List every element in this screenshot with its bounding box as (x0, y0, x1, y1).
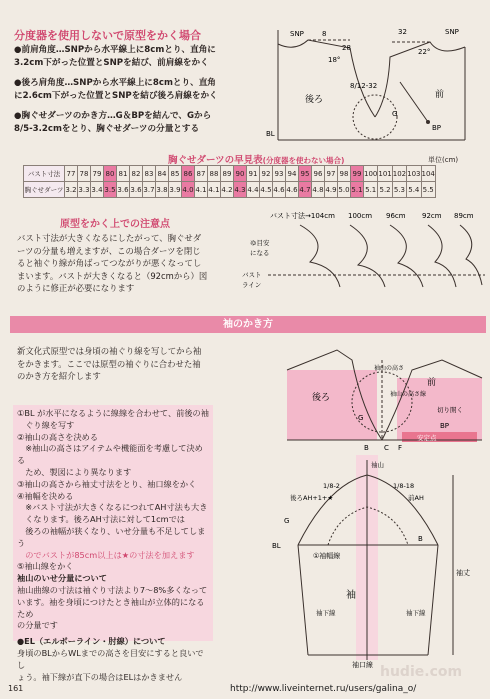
d4-label: 1/8-18 (393, 482, 415, 490)
d4-label: 後ろAH+1+★ (290, 494, 334, 502)
step-line: ぐり線を写す (17, 419, 75, 430)
d2-label: 100cm (348, 212, 373, 220)
table-cell-bust: 94 (286, 166, 299, 182)
intro-text (17, 345, 267, 383)
d4-label: 袖口線 (352, 661, 373, 669)
table-cell-dart: 4.1 (208, 182, 221, 198)
table-cell-dart: 3.4 (91, 182, 104, 198)
d1-label: 18° (328, 56, 341, 64)
table-cell-bust: 79 (91, 166, 104, 182)
table-cell-bust: 83 (143, 166, 156, 182)
armhole-diagram (282, 340, 487, 452)
step-line: ④袖幅を決める (17, 490, 74, 501)
sleeve-diagram (268, 455, 483, 670)
d1-label: 8 (322, 30, 327, 38)
table-cell-dart: 5.5 (421, 182, 435, 198)
row-header: バスト寸法 (24, 166, 65, 182)
table-cell-dart: 4.5 (260, 182, 273, 198)
d3-label: C (384, 444, 389, 452)
d4-label: 袖 (346, 590, 356, 601)
step-line: の分量です (17, 620, 58, 631)
d3-label: B (364, 444, 369, 452)
table-cell-bust: 95 (299, 166, 312, 182)
body-line: バスト寸法が大きくなるにしたがって、胸ぐせダ (17, 233, 202, 243)
table-subtitle: (分度器を使わない場合) (262, 156, 345, 165)
table-cell-dart: 5.2 (378, 182, 392, 198)
body-line: ると袖ぐり線が角ばってつながりが悪くなってし (17, 258, 202, 269)
d4-label: 袖下線 (316, 609, 336, 617)
step-line: ③袖山の高さから袖丈寸法をとり、袖口線をかく (17, 478, 197, 489)
step-line: ②袖山の高さを決める (17, 431, 99, 442)
table-cell-dart: 3.8 (156, 182, 169, 198)
table-cell-bust: 101 (378, 166, 392, 182)
intro-line: のかき方を紹介します (17, 371, 101, 382)
d2-label: 92cm (422, 212, 442, 220)
bullet-line: ●前肩角度…SNPから水平線上に8cmとり、直角に (14, 45, 216, 55)
d1-label: 前 (435, 90, 445, 100)
table-cell-dart: 4.7 (299, 182, 312, 198)
table-cell-dart: 3.5 (104, 182, 117, 198)
table-title-text: 胸ぐせダーツの早見表 (168, 155, 263, 166)
table-cell-dart: 3.7 (143, 182, 156, 198)
d3-label: G (358, 414, 364, 422)
d2-label: バスト (242, 271, 262, 279)
d4-label: 1/8-2 (323, 482, 340, 490)
step-line: ①BL が水平になるように線線を合わせて、前後の袖 (17, 408, 209, 418)
table-cell-bust: 82 (130, 166, 143, 182)
section2-title: 原型をかく上での注意点 (60, 219, 170, 230)
d1-label: 8/12-32 (350, 82, 378, 90)
table-cell-dart: 4.6 (286, 182, 299, 198)
steps-box (13, 405, 213, 682)
table-cell-bust: 84 (156, 166, 169, 182)
table-cell-bust: 99 (351, 166, 364, 182)
d4-label: ①袖幅線 (313, 552, 341, 560)
step-line: ※バスト寸法が大きくなるにつれてAH寸法も大き (17, 502, 208, 513)
d1-label: 後ろ (305, 95, 324, 105)
table-cell-bust: 81 (117, 166, 130, 182)
d1-label: 32 (398, 28, 407, 36)
d4-label: BL (272, 542, 281, 550)
d3-label: 前 (427, 378, 437, 388)
table-cell-dart: 4.2 (221, 182, 234, 198)
page-number: 161 (8, 684, 24, 693)
step-line: ※袖山の高さはアイテムや機能面を考慮して決める (17, 443, 203, 466)
body-line: ーツの分量も増えますが、この場合ダーツを閉じ (17, 245, 201, 256)
table-cell-bust: 86 (182, 166, 195, 182)
bullet-line: 3.2cm下がった位置とSNPを結び、前肩線をかく (14, 57, 209, 68)
d3-label: F (398, 444, 403, 452)
table-cell-bust: 102 (392, 166, 406, 182)
source-url[interactable]: http://www.liveinternet.ru/users/galina_o/ (230, 684, 417, 694)
step-line: います。袖を身頃につけたとき袖山が立体的になるため (17, 596, 205, 619)
table-cell-bust: 93 (273, 166, 286, 182)
table-cell-dart: 5.1 (364, 182, 378, 198)
table-cell-dart: 5.1 (351, 182, 364, 198)
table-cell-bust: 100 (364, 166, 378, 182)
table-cell-bust: 104 (421, 166, 435, 182)
d1-label: 22° (418, 48, 431, 56)
table-unit: 単位(cm) (428, 156, 459, 164)
d3-label: 安定点 (417, 434, 437, 442)
table-cell-dart: 4.8 (312, 182, 325, 198)
d2-label: ライン (242, 281, 262, 289)
table-title (168, 152, 344, 166)
d1-label: SNP (290, 30, 304, 38)
table-cell-bust: 85 (169, 166, 182, 182)
table-cell-bust: 77 (65, 166, 78, 182)
d1-label: G (392, 110, 398, 118)
intro-line: をかきます。ここでは原型の袖ぐりに合わせた袖 (17, 358, 201, 369)
watermark: hudie.com (380, 664, 463, 680)
step-line: ょう。袖下線が直下の場合はELはかきません (17, 671, 183, 682)
dart-table (23, 165, 436, 198)
bullet-line: 8/5-3.2cmをとり、胸ぐせダーツの分量とする (14, 123, 200, 134)
d2-label: 89cm (454, 212, 474, 220)
step-line: ため、製図により異なります (17, 466, 132, 477)
table-cell-bust: 78 (78, 166, 91, 182)
d2-label: になる (250, 249, 270, 257)
d1-label: BL (266, 130, 275, 138)
d3-label: 切り開く (437, 406, 463, 414)
step-line: 後ろの袖幅が狭くなり、いせ分量も不足してしまう (17, 525, 206, 548)
table-cell-dart: 5.0 (338, 182, 351, 198)
table-cell-dart: 4.9 (325, 182, 338, 198)
step-line: のでバストが85cm以上は★の寸法を加えます (17, 549, 195, 560)
bust-curve-diagram (240, 207, 485, 302)
row-header: 胸ぐせダーツ (24, 182, 65, 198)
step-line: くなります。後ろAH寸法に対して1cmでは (17, 514, 185, 525)
table-cell-bust: 80 (104, 166, 117, 182)
table-row (24, 166, 436, 182)
step-line: ●EL（エルボーライン・肘線）について (17, 636, 166, 647)
d4-label: 袖丈 (456, 569, 470, 577)
section1-bullets (14, 44, 239, 135)
d4-label: 袖下線 (406, 609, 426, 617)
table-cell-dart: 3.9 (169, 182, 182, 198)
table-cell-dart: 5.4 (407, 182, 421, 198)
d3-label: BP (440, 422, 450, 430)
bullet-line: ●後ろ肩角度…SNPから水平線上に8cmとり、直角 (14, 78, 216, 88)
table-cell-bust: 103 (407, 166, 421, 182)
table-cell-bust: 88 (208, 166, 221, 182)
table-cell-bust: 89 (221, 166, 234, 182)
d1-label: BP (432, 124, 442, 132)
table-cell-dart: 5.3 (392, 182, 406, 198)
d2-label: バスト寸法→104cm (270, 212, 335, 220)
d4-label: G (284, 517, 290, 525)
d2-label: ゆ目安 (250, 239, 270, 247)
table-cell-bust: 90 (234, 166, 247, 182)
d3-label: 袖山の高さ線 (390, 391, 427, 398)
table-cell-bust: 98 (338, 166, 351, 182)
table-cell-dart: 4.6 (273, 182, 286, 198)
table-cell-bust: 92 (260, 166, 273, 182)
table-cell-bust: 87 (195, 166, 208, 182)
d4-label: 袖山 (371, 461, 384, 469)
section-banner: 袖のかき方 (10, 316, 486, 333)
step-line: ⑤袖山線をかく (17, 561, 74, 572)
d4-label: B (418, 535, 423, 543)
d1-label: 28 (342, 44, 351, 52)
d1-label: SNP (445, 28, 459, 36)
bullet-line: ●胸ぐせダーツのかき方…G＆BPを結んで、Gから (14, 111, 212, 121)
step-line: 袖山曲線の寸法は袖ぐり寸法より7〜8%多くなって (17, 584, 208, 595)
section2-body (17, 232, 239, 295)
table-cell-bust: 97 (325, 166, 338, 182)
table-cell-dart: 3.3 (78, 182, 91, 198)
d2-label: 96cm (386, 212, 406, 220)
back-armhole (278, 40, 378, 117)
dart-table-wrap (23, 165, 436, 198)
section1-title: 分度器を使用しないで原型をかく場合 (14, 29, 201, 42)
table-cell-dart: 3.2 (65, 182, 78, 198)
table-cell-bust: 91 (247, 166, 260, 182)
table-row (24, 182, 436, 198)
bullet-line: に2.6cm下がった位置とSNPを結び後ろ肩線をかく (14, 90, 218, 101)
table-cell-bust: 96 (312, 166, 325, 182)
pattern-diagram-bodice (240, 22, 485, 148)
intro-line: 新文化式原型では身頃の袖ぐり線を写してから袖 (17, 346, 202, 356)
d4-label: 前AH (408, 494, 424, 502)
body-line: まいます。バストが大きくなると（92cmから）図 (17, 270, 208, 281)
table-cell-dart: 4.3 (234, 182, 247, 198)
table-cell-dart: 3.6 (130, 182, 143, 198)
body-line: のように修正が必要になります (17, 283, 135, 294)
step-line: 身頃のBLからWLまでの高さを目安にすると良いでし (17, 647, 204, 670)
table-cell-dart: 4.4 (247, 182, 260, 198)
table-cell-dart: 3.6 (117, 182, 130, 198)
step-line: 袖山のいせ分量について (17, 573, 107, 584)
d3-label: 後ろ (312, 393, 331, 403)
table-cell-dart: 4.1 (195, 182, 208, 198)
d3-label: 袖山の高さ (374, 365, 405, 372)
table-cell-dart: 4.0 (182, 182, 195, 198)
